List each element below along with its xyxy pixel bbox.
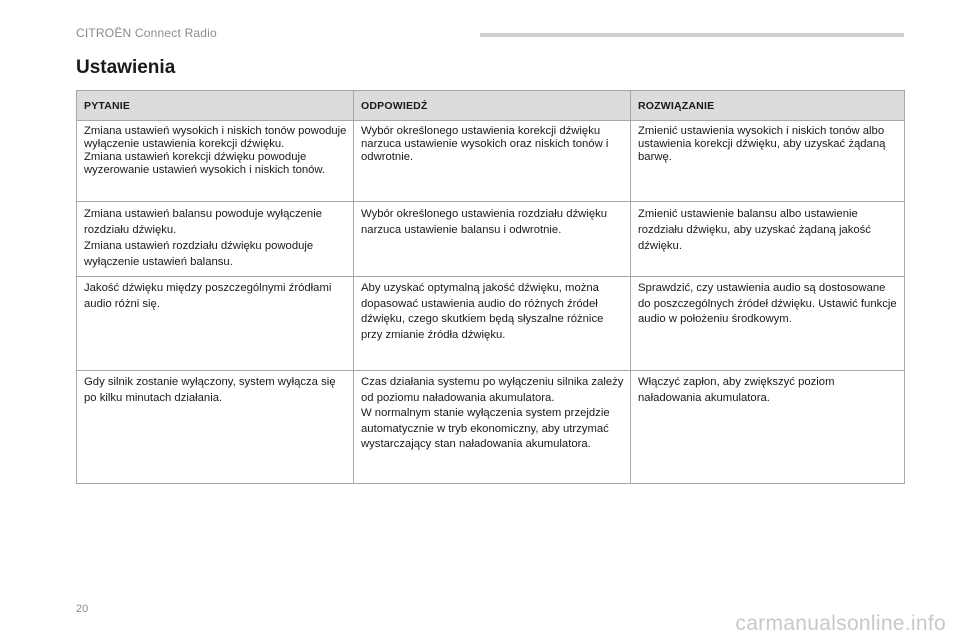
answer-cell <box>354 371 631 484</box>
troubleshooting-table <box>76 90 905 484</box>
column-header-answer: ODPOWIEDŹ <box>354 91 631 121</box>
table-row <box>77 121 905 202</box>
answer-text: Wybór określonego ustawienia rozdziału dźwięku narzuca ustawienie balansu i odwrotnie. <box>361 208 608 236</box>
table-row <box>77 371 905 484</box>
solution-text: Zmienić ustawienia wysokich i niskich tonów albo ustawienia korekcji dźwięku, aby uzyskać żądaną barwę. <box>638 125 886 163</box>
table-row <box>77 277 905 371</box>
watermark-logo-text: carmanualsonline.info <box>735 612 946 635</box>
question-text: Zmiana ustawień wysokich i niskich tonów powoduje wyłączenie ustawienia korekcji dźwięku. Zmiana ustawień korekcji dźwięku powoduje wyzerowanie ustawień wysokich i niskich tonów. <box>84 125 347 176</box>
header-divider-bar <box>480 33 904 37</box>
solution-text: Zmienić ustawienie balansu albo ustawienie rozdziału dźwięku, aby uzyskać żądaną jakość dźwięku. <box>638 208 871 252</box>
question-cell <box>77 371 354 484</box>
solution-cell <box>631 277 905 371</box>
question-text: Gdy silnik zostanie wyłączony, system wyłącza się po kilku minutach działania. <box>84 376 336 404</box>
column-header-question: PYTANIE <box>77 91 354 121</box>
question-text: Jakość dźwięku między poszczególnymi źródłami audio różni się. <box>84 282 332 310</box>
solution-cell <box>631 371 905 484</box>
answer-cell <box>354 121 631 202</box>
question-cell <box>77 202 354 277</box>
page-title: Ustawienia <box>76 57 176 78</box>
question-cell <box>77 277 354 371</box>
answer-text: Czas działania systemu po wyłączeniu silnika zależy od poziomu naładowania akumulatora. W normalnym stanie wyłączenia system przejdzie automatycznie w tryb ekonomiczny, aby utrzymać wystarczający stan naładowania akumulatora. <box>361 376 624 450</box>
answer-text: Wybór określonego ustawienia korekcji dźwięku narzuca ustawienie wysokich oraz niskich tonów i odwrotnie. <box>361 125 609 163</box>
solution-cell <box>631 202 905 277</box>
table-header-row <box>77 91 905 121</box>
answer-text: Aby uzyskać optymalną jakość dźwięku, można dopasować ustawienia audio do różnych źródeł dźwięku, czego skutkiem będą słyszalne różnice przy zmianie źródła dźwięku. <box>361 282 604 341</box>
column-header-solution: ROZWIĄZANIE <box>631 91 905 121</box>
manual-header-title: CITROËN Connect Radio <box>76 26 217 40</box>
page-number: 20 <box>76 603 89 615</box>
question-text: Zmiana ustawień balansu powoduje wyłączenie rozdziału dźwięku. Zmiana ustawień rozdziału dźwięku powoduje wyłączenie ustawień balansu. <box>84 208 323 268</box>
solution-text: Włączyć zapłon, aby zwiększyć poziom naładowania akumulatora. <box>638 376 835 404</box>
table-row <box>77 202 905 277</box>
solution-text: Sprawdzić, czy ustawienia audio są dostosowane do poszczególnych źródeł dźwięku. Ustawić funkcje audio w położeniu środkowym. <box>638 282 897 325</box>
answer-cell <box>354 202 631 277</box>
question-cell <box>77 121 354 202</box>
solution-cell <box>631 121 905 202</box>
answer-cell <box>354 277 631 371</box>
